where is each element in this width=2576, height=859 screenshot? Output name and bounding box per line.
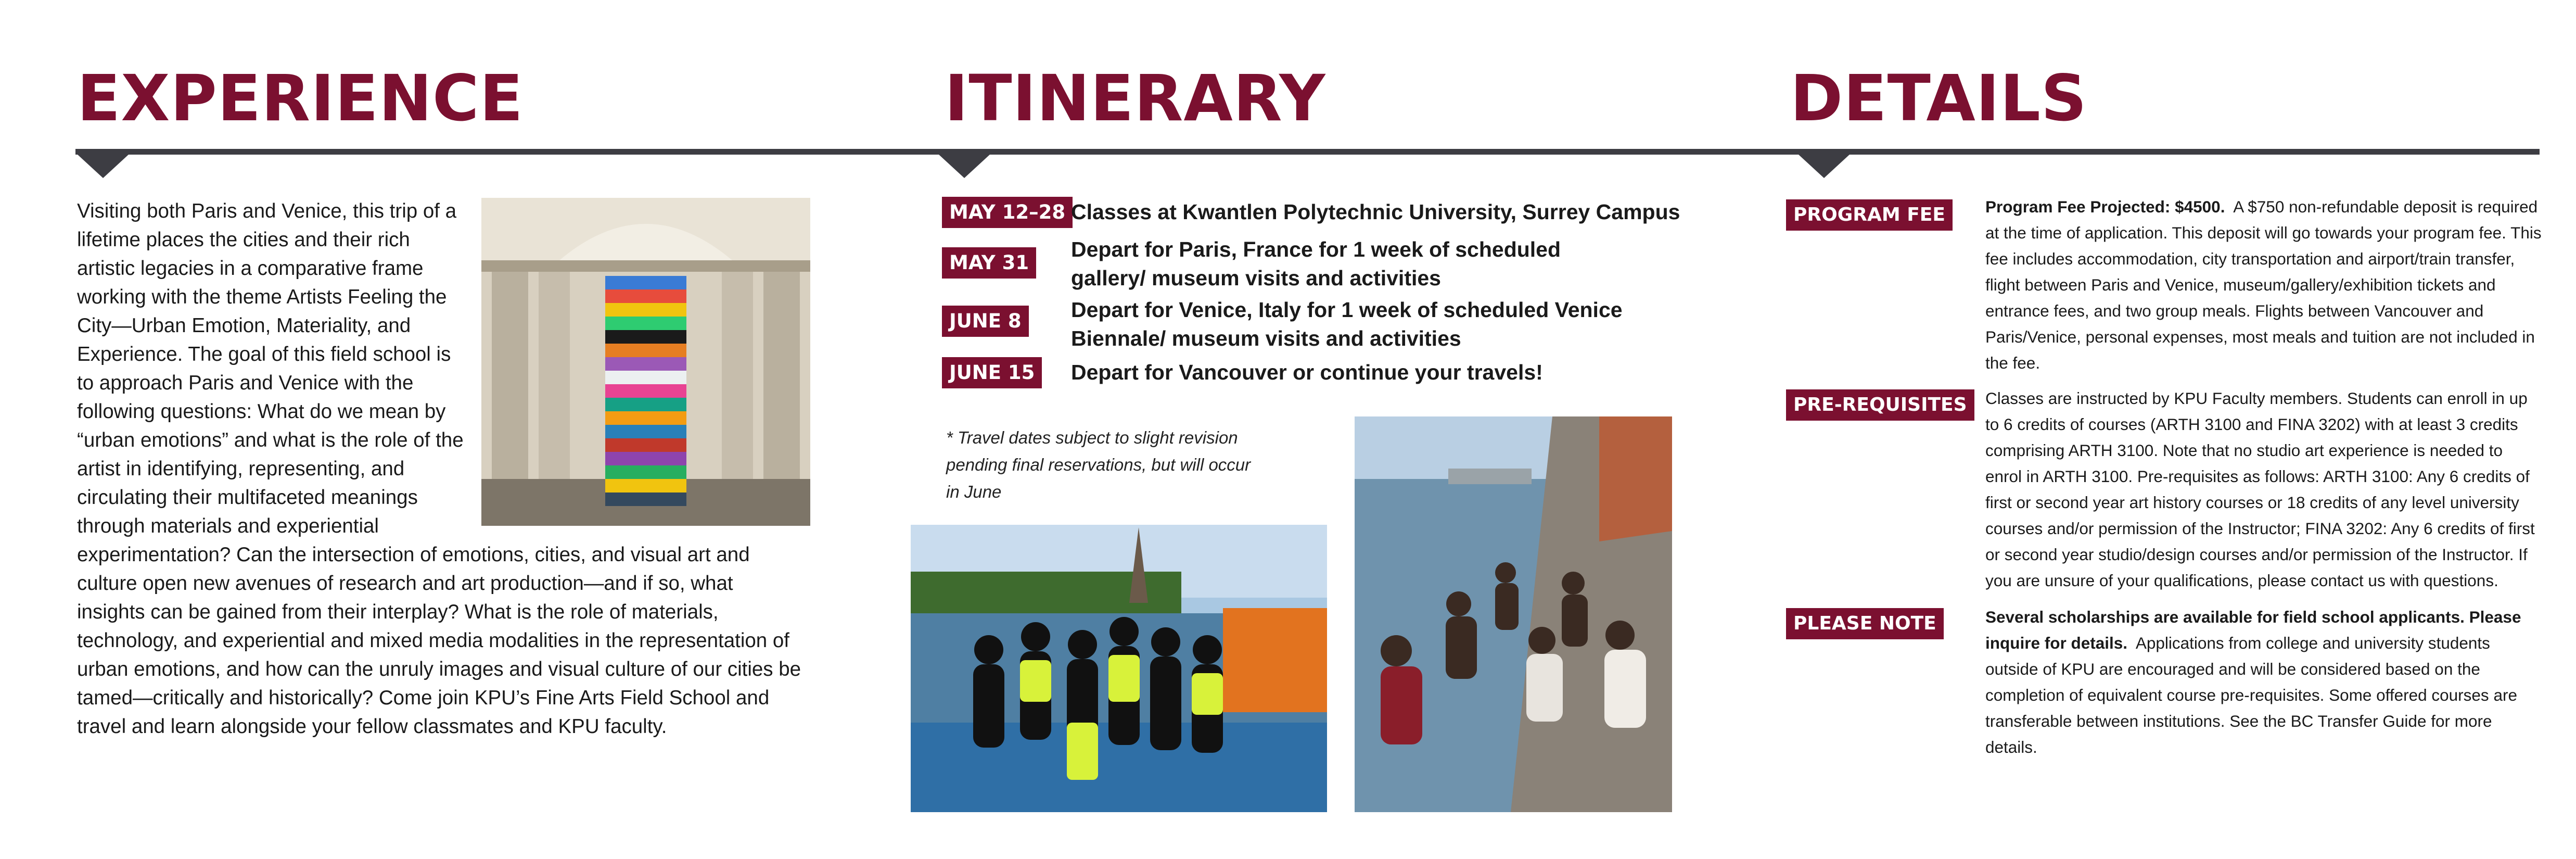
itinerary-date-1: MAY 12–28 <box>942 197 1073 228</box>
itinerary-date-3: JUNE 8 <box>942 306 1029 337</box>
experience-paragraph <box>77 197 806 741</box>
heading-experience: EXPERIENCE <box>77 61 524 135</box>
itinerary-text-4: Depart for Vancouver or continue your travels! <box>1071 360 1543 384</box>
itinerary-date-2: MAY 31 <box>942 247 1036 279</box>
details-badge-program-fee: PROGRAM FEE <box>1786 199 1953 231</box>
details-prerequisites <box>1985 385 2542 593</box>
section-divider-rule <box>75 149 2540 155</box>
program-fee-lead: Program Fee Projected: $4500. <box>1985 197 2225 216</box>
pointer-itinerary <box>938 154 990 178</box>
prerequisites-text: Classes are instructed by KPU Faculty members. Students can enroll in up to 6 credits of courses (ARTH 3100 and FINA 3202) with at least 3 credits comprising ARTH 3100. Note that no studio art experience is needed to enrol in ARTH 3100. Pre-requisites as follows: ARTH 3100: Any 6 credits of first or second year art history courses or 18 credits of any level university courses and/or permission of the Instructor; FINA 3202: Any 6 credits of first or second year studio/design courses and/or permission of the Instructor. If you are unsure of your qualifications, please contact us with questions. <box>1985 389 2535 590</box>
photo-group-boat-paris <box>911 525 1327 812</box>
itinerary-note: * Travel dates subject to slight revision pending final reservations, but will occur in June <box>946 428 1251 501</box>
photo-students-venice-waterfront <box>1355 416 1672 812</box>
details-program-fee <box>1985 194 2542 376</box>
program-fee-text: A $750 non-refundable deposit is required at the time of application. This deposit will go towards your program fee. This fee includes accommodation, city transportation and airport/train transfer, flight between Paris and Venice, museum/gallery/exhibition tickets and entrance fees, and two group meals. Flights between Vancouver and Paris/Venice, personal expenses, most meals and tuition are not included in the fee. <box>1985 197 2542 372</box>
details-badge-prerequisites: PRE-REQUISITES <box>1786 389 1974 421</box>
pointer-details <box>1798 154 1850 178</box>
itinerary-text-2: Depart for Paris, France for 1 week of scheduled gallery/ museum visits and activities <box>1071 237 1561 290</box>
details-badge-please-note: PLEASE NOTE <box>1786 608 1944 639</box>
heading-details: DETAILS <box>1790 61 2087 135</box>
text-wrap-spacer <box>467 197 806 540</box>
pointer-experience <box>77 154 129 178</box>
itinerary-text-1: Classes at Kwantlen Polytechnic University, Surrey Campus <box>1071 200 1680 224</box>
please-note-text: Applications from college and university students outside of KPU are encouraged and will be considered based on the completion of equivalent course pre-requisites. Some offered courses are transferable between institutions. See the BC Transfer Guide for more details. <box>1985 634 2517 756</box>
please-note-lead: Several scholarships are available for field school applicants. Please inquire for details. <box>1985 608 2521 652</box>
itinerary-text-3: Depart for Venice, Italy for 1 week of scheduled Venice Biennale/ museum visits and activities <box>1071 298 1623 350</box>
experience-text: Visiting both Paris and Venice, this trip of a lifetime places the cities and their rich artistic legacies in a comparative frame working with the theme Artists Feeling the City—Urban Emotion, Materiality, and Experience. The goal of this field school is to approach Paris and Venice with the following questions: What do we mean by “urban emotions” and what is the role of the artist in identifying, representing, and circulating their multifaceted meanings through materials and experiential experimentation? Can the intersection of emotions, cities, and visual art and culture open new avenues of research and art production—and if so, what insights can be gained from their interplay? What is the role of materials, technology, and experiential and mixed media modalities in the representation of urban emotions, and how can the unruly images and visual culture of our cities be tamed—critically and historically? Come join KPU’s Fine Arts Field School and travel and learn alongside your fellow classmates and KPU faculty. <box>77 200 801 738</box>
itinerary-date-4: JUNE 15 <box>942 357 1042 388</box>
details-please-note <box>1985 604 2542 760</box>
heading-itinerary: ITINERARY <box>945 61 1326 135</box>
